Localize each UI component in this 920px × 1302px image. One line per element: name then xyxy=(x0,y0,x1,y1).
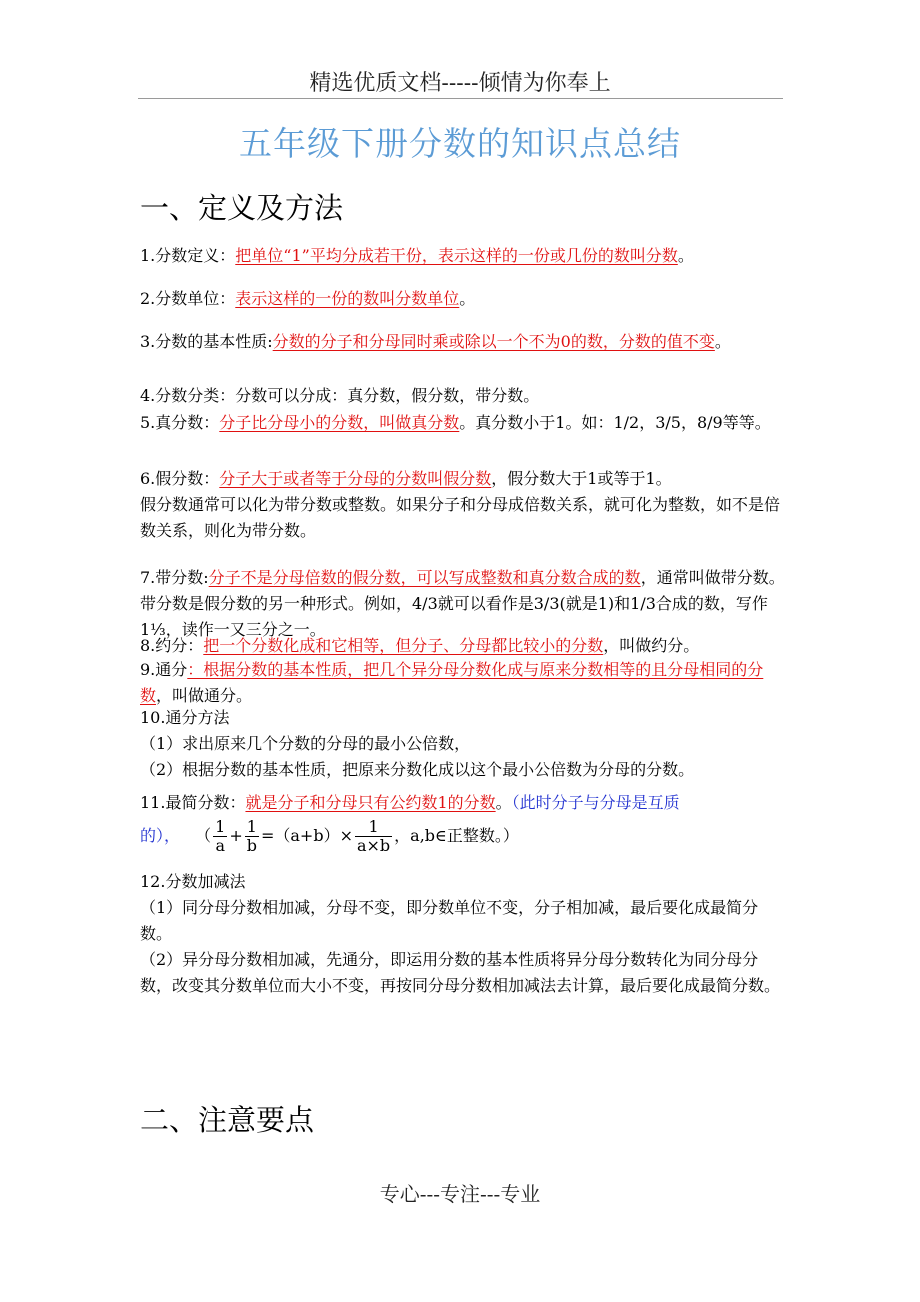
item-9 xyxy=(140,657,785,709)
item-8-tail: ，叫做约分。 xyxy=(603,636,700,655)
item-6 xyxy=(140,466,785,544)
item-10 xyxy=(140,705,785,783)
fraction-numerator: 1 xyxy=(215,817,226,836)
formula-equals: =（a+b）× xyxy=(260,826,353,845)
item-5-label: 5.真分数： xyxy=(140,413,220,432)
item-1-label: 1.分数定义： xyxy=(140,246,236,265)
item-9-definition: ：根据分数的基本性质，把几个异分母分数化成与原来分数相等的且分母相同的分数 xyxy=(140,660,764,705)
item-6-label: 6.假分数： xyxy=(140,469,220,488)
item-11-tail: 。 xyxy=(495,793,512,812)
formula-open: （ xyxy=(195,826,212,845)
item-6-extra: 假分数通常可以化为带分数或整数。如果分子和分母成倍数关系，就可化为整数，如不是倍数关系，则化为带分数。 xyxy=(140,495,781,540)
page-header: 精选优质文档-----倾情为你奉上 xyxy=(309,71,611,96)
item-11-formula-line xyxy=(140,818,519,855)
fraction-1-over-b xyxy=(245,818,259,855)
formula-rest: ，a,b∈正整数。） xyxy=(394,826,519,845)
item-3-tail: 。 xyxy=(714,332,731,351)
item-11-definition: 就是分子和分母只有公约数1的分数 xyxy=(245,793,496,812)
item-5-definition: 分子比分母小的分数，叫做真分数 xyxy=(219,413,460,432)
fraction-1-over-a xyxy=(213,818,227,855)
fraction-denominator: b xyxy=(246,836,257,855)
fraction-denominator: a×b xyxy=(356,836,391,855)
item-5 xyxy=(140,410,785,436)
item-12-step-2: （2）异分母分数相加减，先通分，即运用分数的基本性质将异分母分数转化为同分母分数，改变其分数单位而大小不变，再按同分母分数相加减法去计算，最后要化成最简分数。 xyxy=(140,950,781,995)
item-12 xyxy=(140,869,785,999)
fraction-1-over-ab xyxy=(355,818,392,855)
item-8-label: 8.约分： xyxy=(140,636,204,655)
item-11-label: 11.最简分数： xyxy=(140,793,246,812)
item-8 xyxy=(140,633,785,659)
item-5-tail: 。真分数小于1。如：1/2，3/5，8/9等等。 xyxy=(459,413,771,432)
item-11-note: （此时分子与分母是互质 xyxy=(511,793,680,812)
item-3-definition: 分数的分子和分母同时乘或除以一个不为0的数，分数的值不变 xyxy=(272,332,715,351)
item-11 xyxy=(140,790,785,816)
item-7-tail: ，通常叫做带分数。带分数是假分数的另一种形式。例如，4/3就可以看作是3/3(就是1)和1/3合成的数，写作1⅓，读作一又三分之一。 xyxy=(140,568,785,639)
item-2 xyxy=(140,286,785,312)
item-6-definition: 分子大于或者等于分母的分数叫假分数 xyxy=(219,469,492,488)
item-1 xyxy=(140,243,785,269)
item-8-definition: 把一个分数化成和它相等，但分子、分母都比较小的分数 xyxy=(203,636,604,655)
fraction-numerator: 1 xyxy=(245,818,259,837)
formula-plus: + xyxy=(229,826,243,845)
item-7-label: 7.带分数: xyxy=(140,568,209,587)
item-1-tail: 。 xyxy=(677,246,694,265)
item-11-note-end: 的）， xyxy=(140,826,181,845)
section-heading-definitions: 一、定义及方法 xyxy=(140,191,344,225)
item-10-step-2: （2）根据分数的基本性质，把原来分数化成以这个最小公倍数为分母的分数。 xyxy=(140,760,695,779)
item-2-label: 2.分数单位： xyxy=(140,289,236,308)
item-2-tail: 。 xyxy=(459,289,476,308)
item-4: 4.分数分类：分数可以分成：真分数，假分数，带分数。 xyxy=(140,386,540,405)
page-footer: 专心---专注---专业 xyxy=(379,1182,541,1206)
item-2-definition: 表示这样的一份的数叫分数单位 xyxy=(235,289,460,308)
item-1-definition: 把单位“1”平均分成若干份，表示这样的一份或几份的数叫分数 xyxy=(235,246,678,265)
header-divider xyxy=(138,98,783,99)
item-10-title: 10.通分方法 xyxy=(140,708,230,727)
item-9-tail: ，叫做通分。 xyxy=(156,686,253,705)
item-6-tail: ，假分数大于1或等于1。 xyxy=(491,469,672,488)
item-12-title: 12.分数加减法 xyxy=(140,872,246,891)
fraction-denominator: a xyxy=(215,836,225,855)
item-10-step-1: （1）求出原来几个分数的分母的最小公倍数， xyxy=(140,734,471,753)
item-9-label: 9.通分 xyxy=(140,660,188,679)
item-7 xyxy=(140,565,785,643)
item-3 xyxy=(140,329,785,355)
document-title: 五年级下册分数的知识点总结 xyxy=(239,124,681,163)
fraction-numerator: 1 xyxy=(355,818,392,837)
item-12-step-1: （1）同分母分数相加减，分母不变，即分数单位不变，分子相加减，最后要化成最简分数。 xyxy=(140,898,759,943)
section-heading-key-points: 二、注意要点 xyxy=(140,1103,315,1137)
item-7-definition: 分子不是分母倍数的假分数，可以写成整数和真分数合成的数 xyxy=(208,568,641,587)
item-3-label: 3.分数的基本性质: xyxy=(140,332,273,351)
